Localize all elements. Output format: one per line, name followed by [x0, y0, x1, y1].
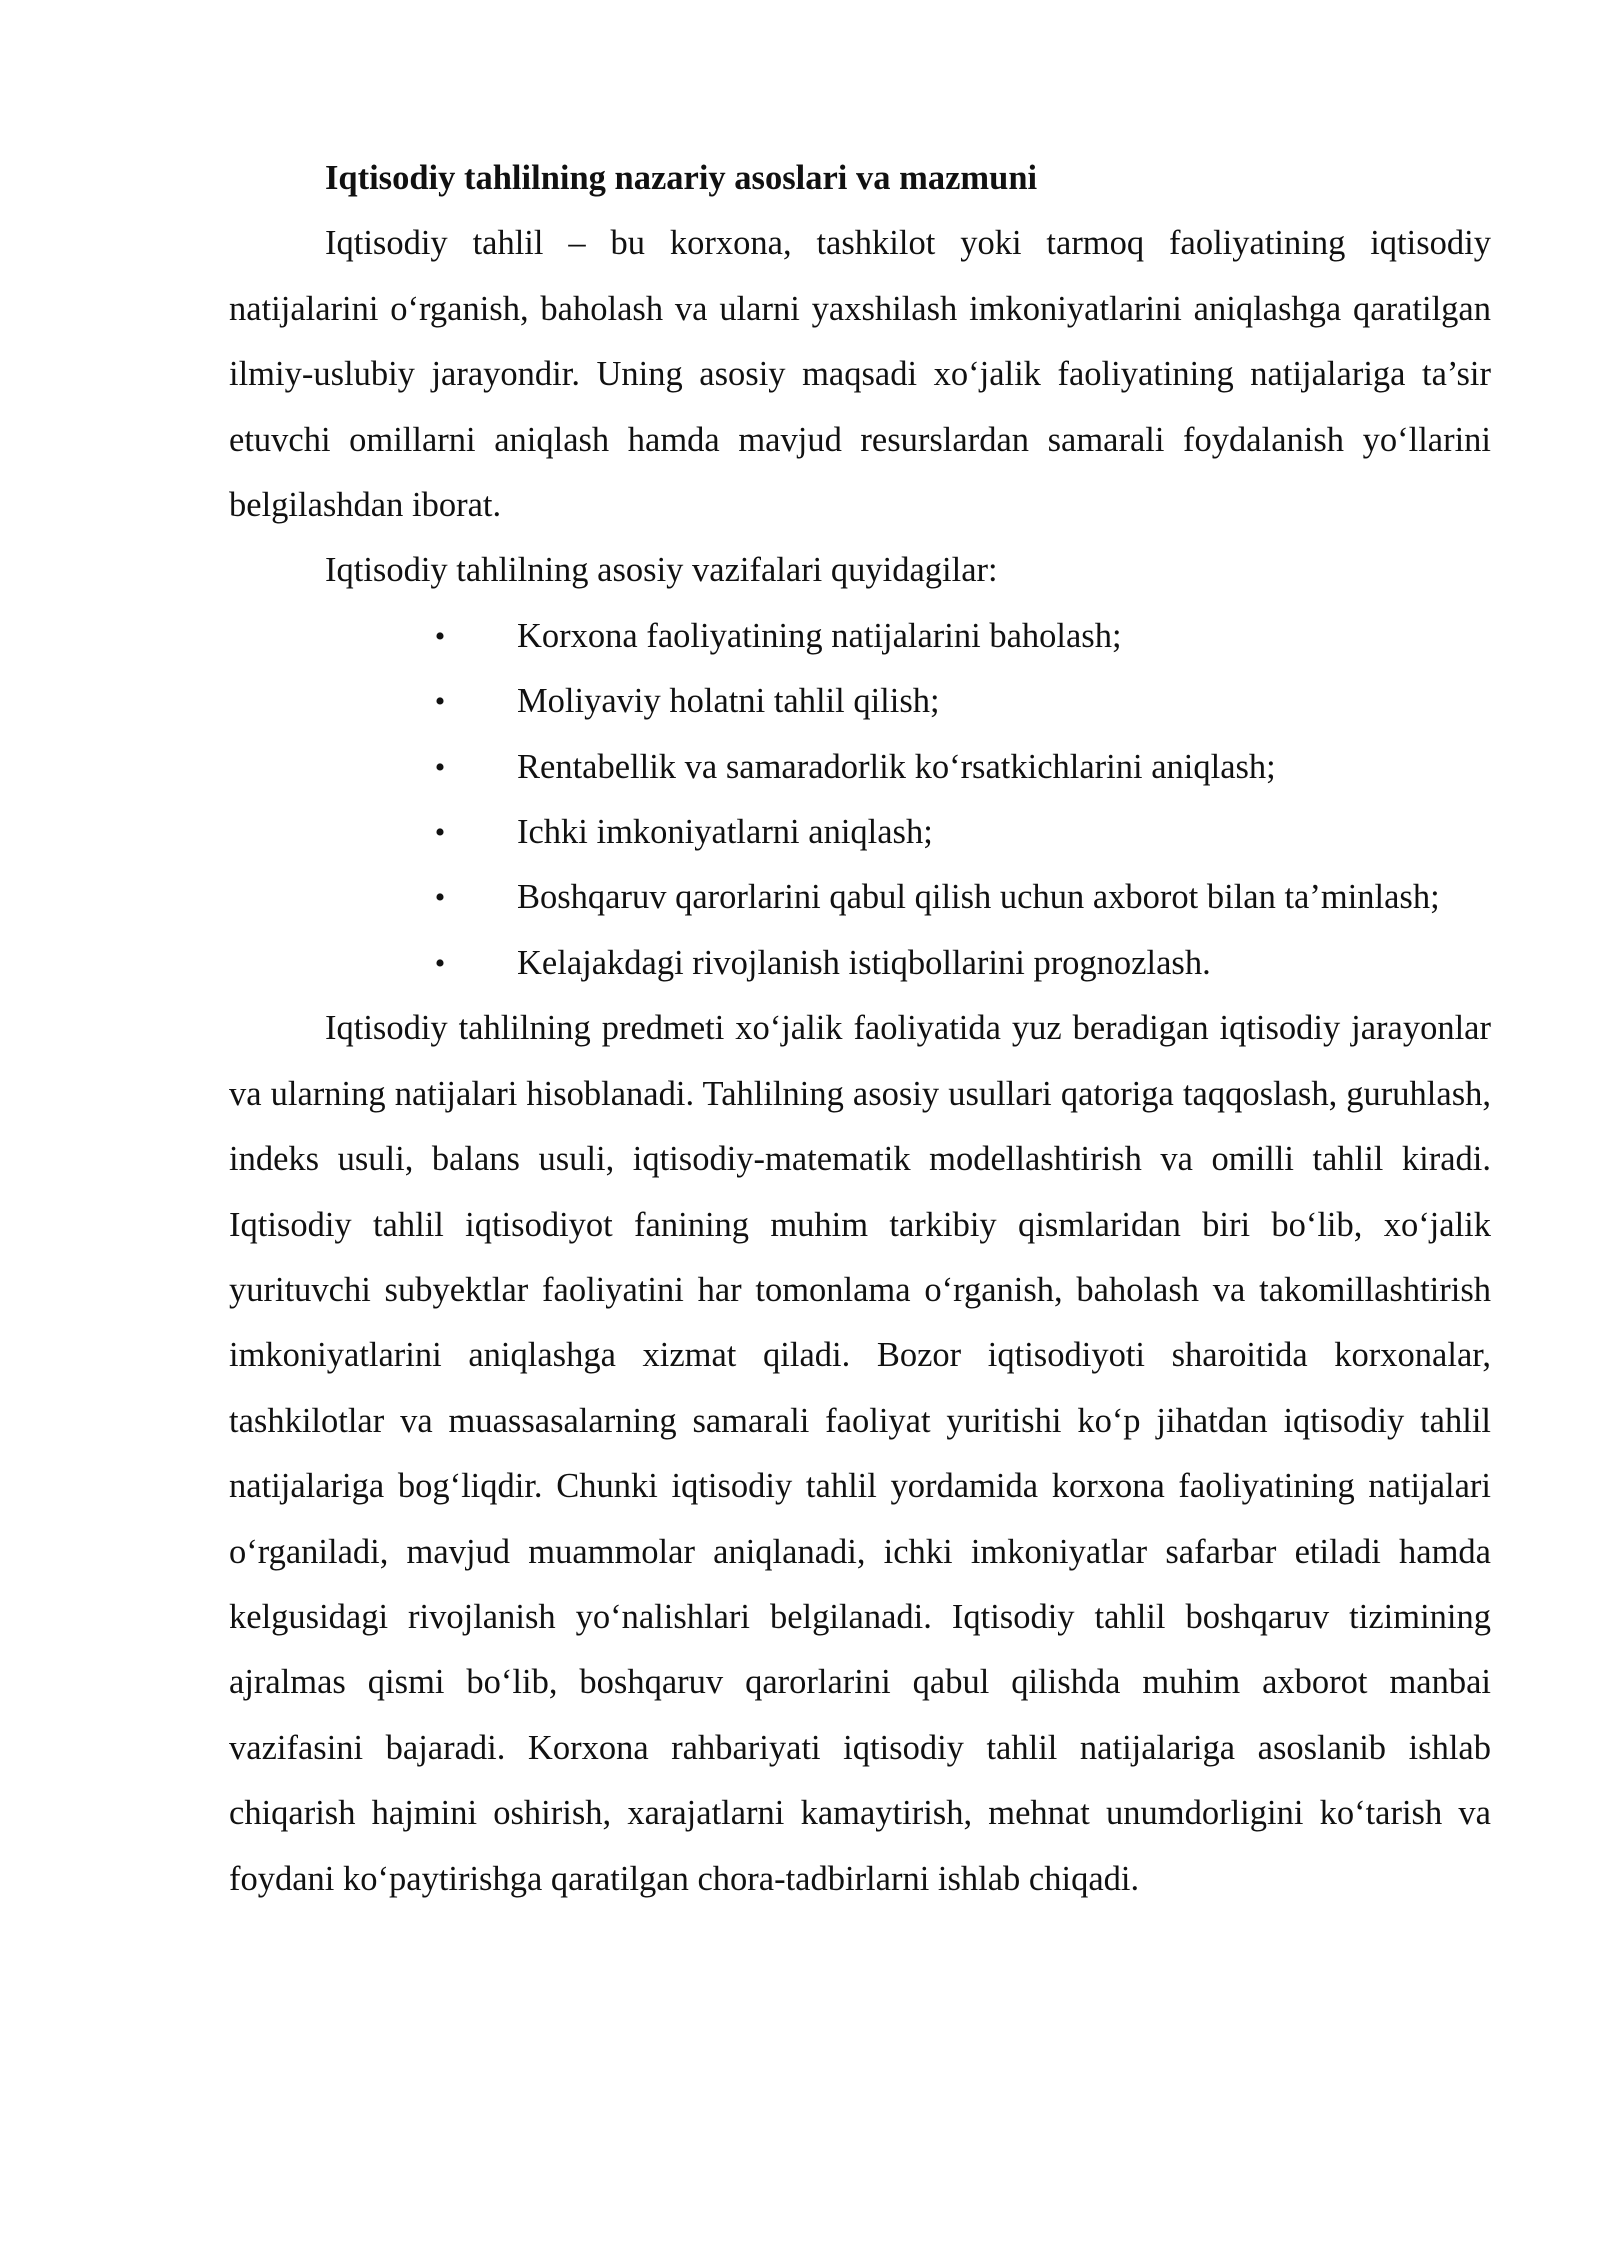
tasks-lead: Iqtisodiy tahlilning asosiy vazifalari quyidagilar:: [325, 551, 998, 590]
list-item: [229, 735, 1491, 800]
list-item-text: Korxona faoliyatining natijalarini baholash;: [517, 616, 1122, 655]
list-item: [229, 931, 1491, 996]
list-item: [229, 604, 1491, 669]
bullet-icon: •: [434, 750, 446, 784]
document-body: [229, 146, 1491, 1912]
list-item-text: Ichki imkoniyatlarni aniqlash;: [517, 813, 933, 852]
list-item-text: Boshqaruv qarorlarini qabul qilish uchun axborot bilan ta’minlash;: [517, 878, 1440, 917]
tasks-list: [229, 604, 1491, 996]
bullet-icon: •: [434, 685, 446, 719]
list-item-text: Moliyaviy holatni tahlil qilish;: [517, 682, 940, 721]
list-item-text: Kelajakdagi rivojlanish istiqbollarini prognozlash.: [517, 943, 1211, 982]
bullet-icon: •: [434, 816, 446, 850]
list-item: [229, 800, 1491, 865]
list-item: [229, 865, 1491, 930]
section-heading: Iqtisodiy tahlilning nazariy asoslari va mazmuni: [325, 159, 1038, 197]
subject-paragraph: Iqtisodiy tahlilning predmeti xo‘jalik faoliyatida yuz beradigan iqtisodiy jarayonlar va ularning natijalari hisoblanadi. Tahlilning asosiy usullari qatoriga taqqoslash, guruhlash, indeks usuli, balans usuli, iqtisodiy-matematik modellashtirish va omilli tahlil kiradi. Iqtisodiy tahlil iqtisodiyot fanining muhim tarkibiy qismlaridan biri bo‘lib, xo‘jalik yurituvchi subyektlar faoliyatini har tomonlama o‘rganish, baholash va takomillashtirish imkoniyatlarini aniqlashga xizmat qiladi. Bozor iqtisodiyoti sharoitida korxonalar, tashkilotlar va muassasalarning samarali faoliyat yuritishi ko‘p jihatdan iqtisodiy tahlil natijalariga bog‘liqdir. Chunki iqtisodiy tahlil yordamida korxona faoliyatining natijalari o‘rganiladi, mavjud muammolar aniqlanadi, ichki imkoniyatlar safarbar etiladi hamda kelgusidagi rivojlanish yo‘nalishlari belgilanadi. Iqtisodiy tahlil boshqaruv tizimining ajralmas qismi bo‘lib, boshqaruv qarorlarini qabul qilishda muhim axborot manbai vazifasini bajaradi. Korxona rahbariyati iqtisodiy tahlil natijalariga asoslanib ishlab chiqarish hajmini oshirish, xarajatlarni kamaytirish, mehnat unumdorligini ko‘tarish va foydani ko‘paytirishga qaratilgan chora-tadbirlarni ishlab chiqadi.: [229, 1009, 1491, 1898]
list-item: [229, 669, 1491, 734]
bullet-icon: •: [434, 619, 446, 653]
bullet-icon: •: [434, 881, 446, 915]
list-item-text: Rentabellik va samaradorlik ko‘rsatkichlarini aniqlash;: [517, 747, 1276, 786]
bullet-icon: •: [434, 946, 446, 980]
intro-paragraph: Iqtisodiy tahlil – bu korxona, tashkilot yoki tarmoq faoliyatining iqtisodiy natijalarini o‘rganish, baholash va ularni yaxshilash imkoniyatlarini aniqlashga qaratilgan ilmiy-uslubiy jarayondir. Uning asosiy maqsadi xo‘jalik faoliyatining natijalariga ta’sir etuvchi omillarni aniqlash hamda mavjud resurslardan samarali foydalanish yo‘llarini belgilashdan iborat.: [229, 224, 1491, 525]
